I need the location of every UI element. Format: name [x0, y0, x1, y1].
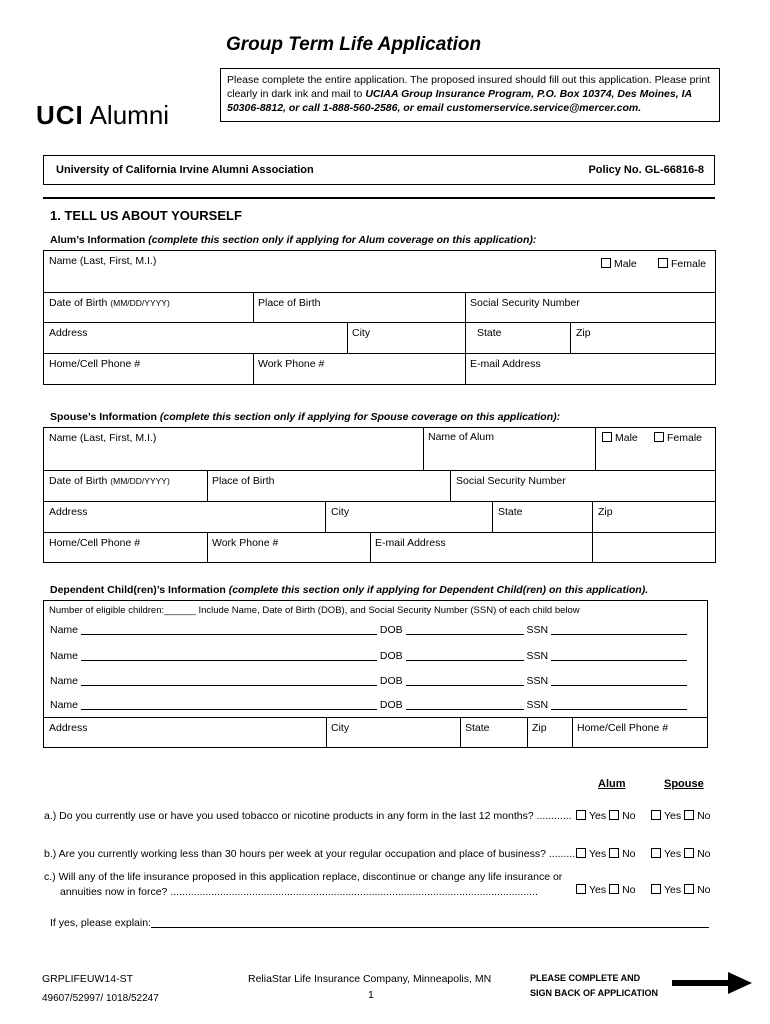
child-name-label: Name — [50, 650, 79, 662]
form-codes: 49607/52997/ 1018/52247 — [42, 993, 159, 1004]
col-divider — [253, 292, 254, 323]
column-header-alum: Alum — [598, 778, 626, 790]
spouse-dob-label — [49, 475, 170, 487]
alum-state-label: State — [477, 327, 502, 339]
child-row[interactable] — [50, 675, 687, 687]
logo-alumni: Alumni — [89, 100, 170, 130]
dob-label: Date of Birth — [49, 475, 111, 487]
yes-label: Yes — [664, 848, 682, 860]
alum-answer-c[interactable] — [576, 884, 636, 896]
children-home-phone-label: Home/Cell Phone # — [577, 722, 669, 734]
alum-dob-label — [49, 297, 170, 309]
col-divider — [572, 717, 573, 748]
form-number: GRPLIFEUW14-ST — [42, 973, 134, 985]
no-label: No — [697, 848, 711, 860]
children-city-label: City — [331, 722, 350, 734]
child-ssn-label: SSN — [526, 650, 549, 662]
col-divider — [347, 322, 348, 353]
section-divider — [43, 197, 715, 199]
spouse-male-checkbox[interactable] — [602, 432, 638, 444]
row-divider — [43, 532, 716, 533]
spouse-female-checkbox[interactable] — [654, 432, 702, 444]
checkbox-icon — [684, 848, 694, 858]
notice-line2: SIGN BACK OF APPLICATION — [530, 988, 658, 998]
child-name-line[interactable] — [81, 685, 377, 686]
col-divider — [492, 501, 493, 532]
alum-heading-label: Alum’s Information — [50, 234, 149, 246]
alum-zip-label: Zip — [576, 327, 591, 339]
child-name-label: Name — [50, 699, 79, 711]
child-dob-line[interactable] — [406, 709, 524, 710]
question-b: b.) Are you currently working less than 30 hours per week at your regular occupation and place of business? ......... — [44, 848, 576, 860]
checkbox-icon — [609, 884, 619, 894]
checkbox-icon — [684, 884, 694, 894]
col-divider — [570, 322, 571, 353]
yes-label: Yes — [664, 810, 682, 822]
checkbox-icon — [576, 848, 586, 858]
child-row[interactable] — [50, 650, 687, 662]
col-divider — [253, 353, 254, 385]
child-ssn-label: SSN — [526, 675, 549, 687]
children-heading-label: Dependent Child(ren)’s Information — [50, 584, 229, 596]
checkbox-icon — [609, 810, 619, 820]
dob-label: Date of Birth — [49, 297, 111, 309]
female-label: Female — [667, 432, 703, 444]
checkbox-icon — [658, 258, 668, 268]
alum-home-phone-label: Home/Cell Phone # — [49, 358, 141, 370]
explain-row — [50, 917, 709, 929]
col-divider — [423, 427, 424, 471]
checkbox-icon — [602, 432, 612, 442]
spouse-email-label: E-mail Address — [375, 537, 446, 549]
checkbox-icon — [576, 884, 586, 894]
spouse-answer-b[interactable] — [651, 848, 711, 860]
policy-number: Policy No. GL-66816-8 — [588, 164, 704, 176]
child-ssn-label: SSN — [526, 624, 549, 636]
child-ssn-label: SSN — [526, 699, 549, 711]
alum-city-label: City — [352, 327, 371, 339]
no-label: No — [697, 810, 711, 822]
children-heading-note: (complete this section only if applying for Dependent Child(ren) on this application). — [228, 584, 649, 596]
dob-format: (MM/DD/YYYY) — [110, 476, 170, 486]
question-c-line1: c.) Will any of the life insurance proposed in this application replace, discontinue or change any life insurance or — [44, 871, 563, 883]
spouse-state-label: State — [498, 506, 523, 518]
form-title: Group Term Life Application — [226, 34, 482, 55]
checkbox-icon — [654, 432, 664, 442]
col-divider — [460, 717, 461, 748]
spouse-home-phone-label: Home/Cell Phone # — [49, 537, 141, 549]
children-heading — [50, 584, 648, 596]
dob-format: (MM/DD/YYYY) — [110, 298, 170, 308]
checkbox-icon — [576, 810, 586, 820]
alum-heading — [50, 234, 536, 246]
yes-label: Yes — [589, 848, 607, 860]
col-divider — [592, 501, 593, 563]
alum-name-label: Name (Last, First, M.I.) — [49, 255, 157, 267]
alum-info-table — [43, 250, 716, 385]
spouse-zip-label: Zip — [598, 506, 613, 518]
checkbox-icon — [601, 258, 611, 268]
row-divider — [43, 353, 716, 354]
alum-answer-b[interactable] — [576, 848, 636, 860]
no-label: No — [622, 848, 636, 860]
question-c-line2: annuities now in force? .............................................................................................................................. — [60, 886, 538, 898]
col-divider — [326, 717, 327, 748]
children-state-label: State — [465, 722, 490, 734]
alum-ssn-label: Social Security Number — [470, 297, 580, 309]
children-count-label: Number of eligible children:______ Include Name, Date of Birth (DOB), and Social Security Number (SSN) of each child below — [49, 605, 580, 616]
child-name-line[interactable] — [81, 709, 377, 710]
male-label: Male — [614, 258, 637, 270]
row-divider — [43, 470, 716, 471]
alum-work-phone-label: Work Phone # — [258, 358, 325, 370]
child-dob-label: DOB — [379, 624, 403, 636]
explain-label: If yes, please explain: — [50, 917, 151, 929]
children-zip-label: Zip — [532, 722, 547, 734]
child-ssn-line[interactable] — [551, 685, 687, 686]
page-number: 1 — [368, 989, 374, 1001]
checkbox-icon — [651, 848, 661, 858]
spouse-heading-label: Spouse’s Information — [50, 411, 160, 423]
child-name-label: Name — [50, 624, 79, 636]
checkbox-icon — [684, 810, 694, 820]
col-divider — [527, 717, 528, 748]
logo-uci: UCI — [36, 100, 84, 130]
spouse-heading-note: (complete this section only if applying for Spouse coverage on this application): — [159, 411, 561, 423]
yes-label: Yes — [589, 884, 607, 896]
yes-label: Yes — [589, 810, 607, 822]
spouse-alum-name-label: Name of Alum — [428, 431, 494, 443]
instructions-text: Please complete the entire application. The proposed insured should fill out this application. Please print clearly in dark ink and mail to — [227, 74, 711, 100]
spouse-city-label: City — [331, 506, 350, 518]
alum-email-label: E-mail Address — [470, 358, 541, 370]
col-divider — [207, 532, 208, 563]
alum-heading-note: (complete this section only if applying for Alum coverage on this application): — [148, 234, 537, 246]
child-ssn-line[interactable] — [551, 709, 687, 710]
checkbox-icon — [651, 810, 661, 820]
child-dob-label: DOB — [379, 699, 403, 711]
female-label: Female — [671, 258, 707, 270]
child-dob-line[interactable] — [406, 685, 524, 686]
question-a: a.) Do you currently use or have you used tobacco or nicotine products in any form in the last 12 months? ............ — [44, 810, 572, 822]
male-label: Male — [615, 432, 638, 444]
alum-male-checkbox[interactable] — [601, 258, 637, 270]
col-divider — [325, 501, 326, 532]
spouse-heading — [50, 411, 560, 423]
children-address-label: Address — [49, 722, 88, 734]
instructions-box — [220, 68, 720, 122]
no-label: No — [697, 884, 711, 896]
spouse-name-label: Name (Last, First, M.I.) — [49, 432, 157, 444]
arrow-right-icon — [672, 972, 752, 994]
child-row[interactable] — [50, 699, 687, 711]
col-divider — [370, 532, 371, 563]
checkbox-icon — [609, 848, 619, 858]
explain-line[interactable] — [151, 927, 709, 928]
child-ssn-line[interactable] — [551, 634, 687, 635]
col-divider — [595, 427, 596, 471]
spouse-ssn-label: Social Security Number — [456, 475, 566, 487]
alum-female-checkbox[interactable] — [658, 258, 706, 270]
alum-answer-a[interactable] — [576, 810, 636, 822]
child-dob-label: DOB — [379, 675, 403, 687]
notice-line1: PLEASE COMPLETE AND — [530, 973, 641, 983]
row-divider — [43, 292, 716, 293]
company-name: ReliaStar Life Insurance Company, Minneapolis, MN — [248, 973, 492, 985]
spouse-address-label: Address — [49, 506, 88, 518]
child-dob-line[interactable] — [406, 634, 524, 635]
association-bar — [43, 155, 715, 185]
alum-pob-label: Place of Birth — [258, 297, 321, 309]
checkbox-icon — [651, 884, 661, 894]
spouse-answer-c[interactable] — [651, 884, 711, 896]
no-label: No — [622, 884, 636, 896]
col-divider — [465, 292, 466, 385]
row-divider — [43, 322, 716, 323]
child-dob-label: DOB — [379, 650, 403, 662]
child-name-line[interactable] — [81, 660, 377, 661]
uci-alumni-logo — [36, 100, 169, 131]
alum-address-label: Address — [49, 327, 88, 339]
section-heading: 1. TELL US ABOUT YOURSELF — [50, 208, 242, 223]
spouse-answer-a[interactable] — [651, 810, 711, 822]
yes-label: Yes — [664, 884, 682, 896]
child-row[interactable] — [50, 624, 687, 636]
child-name-label: Name — [50, 675, 79, 687]
child-ssn-line[interactable] — [551, 660, 687, 661]
row-divider — [43, 501, 716, 502]
no-label: No — [622, 810, 636, 822]
child-name-line[interactable] — [81, 634, 377, 635]
child-dob-line[interactable] — [406, 660, 524, 661]
col-divider — [450, 470, 451, 501]
spouse-pob-label: Place of Birth — [212, 475, 275, 487]
association-name: University of California Irvine Alumni Association — [56, 164, 314, 176]
col-divider — [207, 470, 208, 501]
instructions-contact: UCIAA Group Insurance Program, P.O. Box 10374, Des Moines, IA 50306-8812, or call 1-888-560-2586, or email customerservice.service@mercer.com. — [227, 88, 692, 114]
column-header-spouse: Spouse — [664, 778, 704, 790]
row-divider — [43, 717, 708, 718]
spouse-work-phone-label: Work Phone # — [212, 537, 279, 549]
